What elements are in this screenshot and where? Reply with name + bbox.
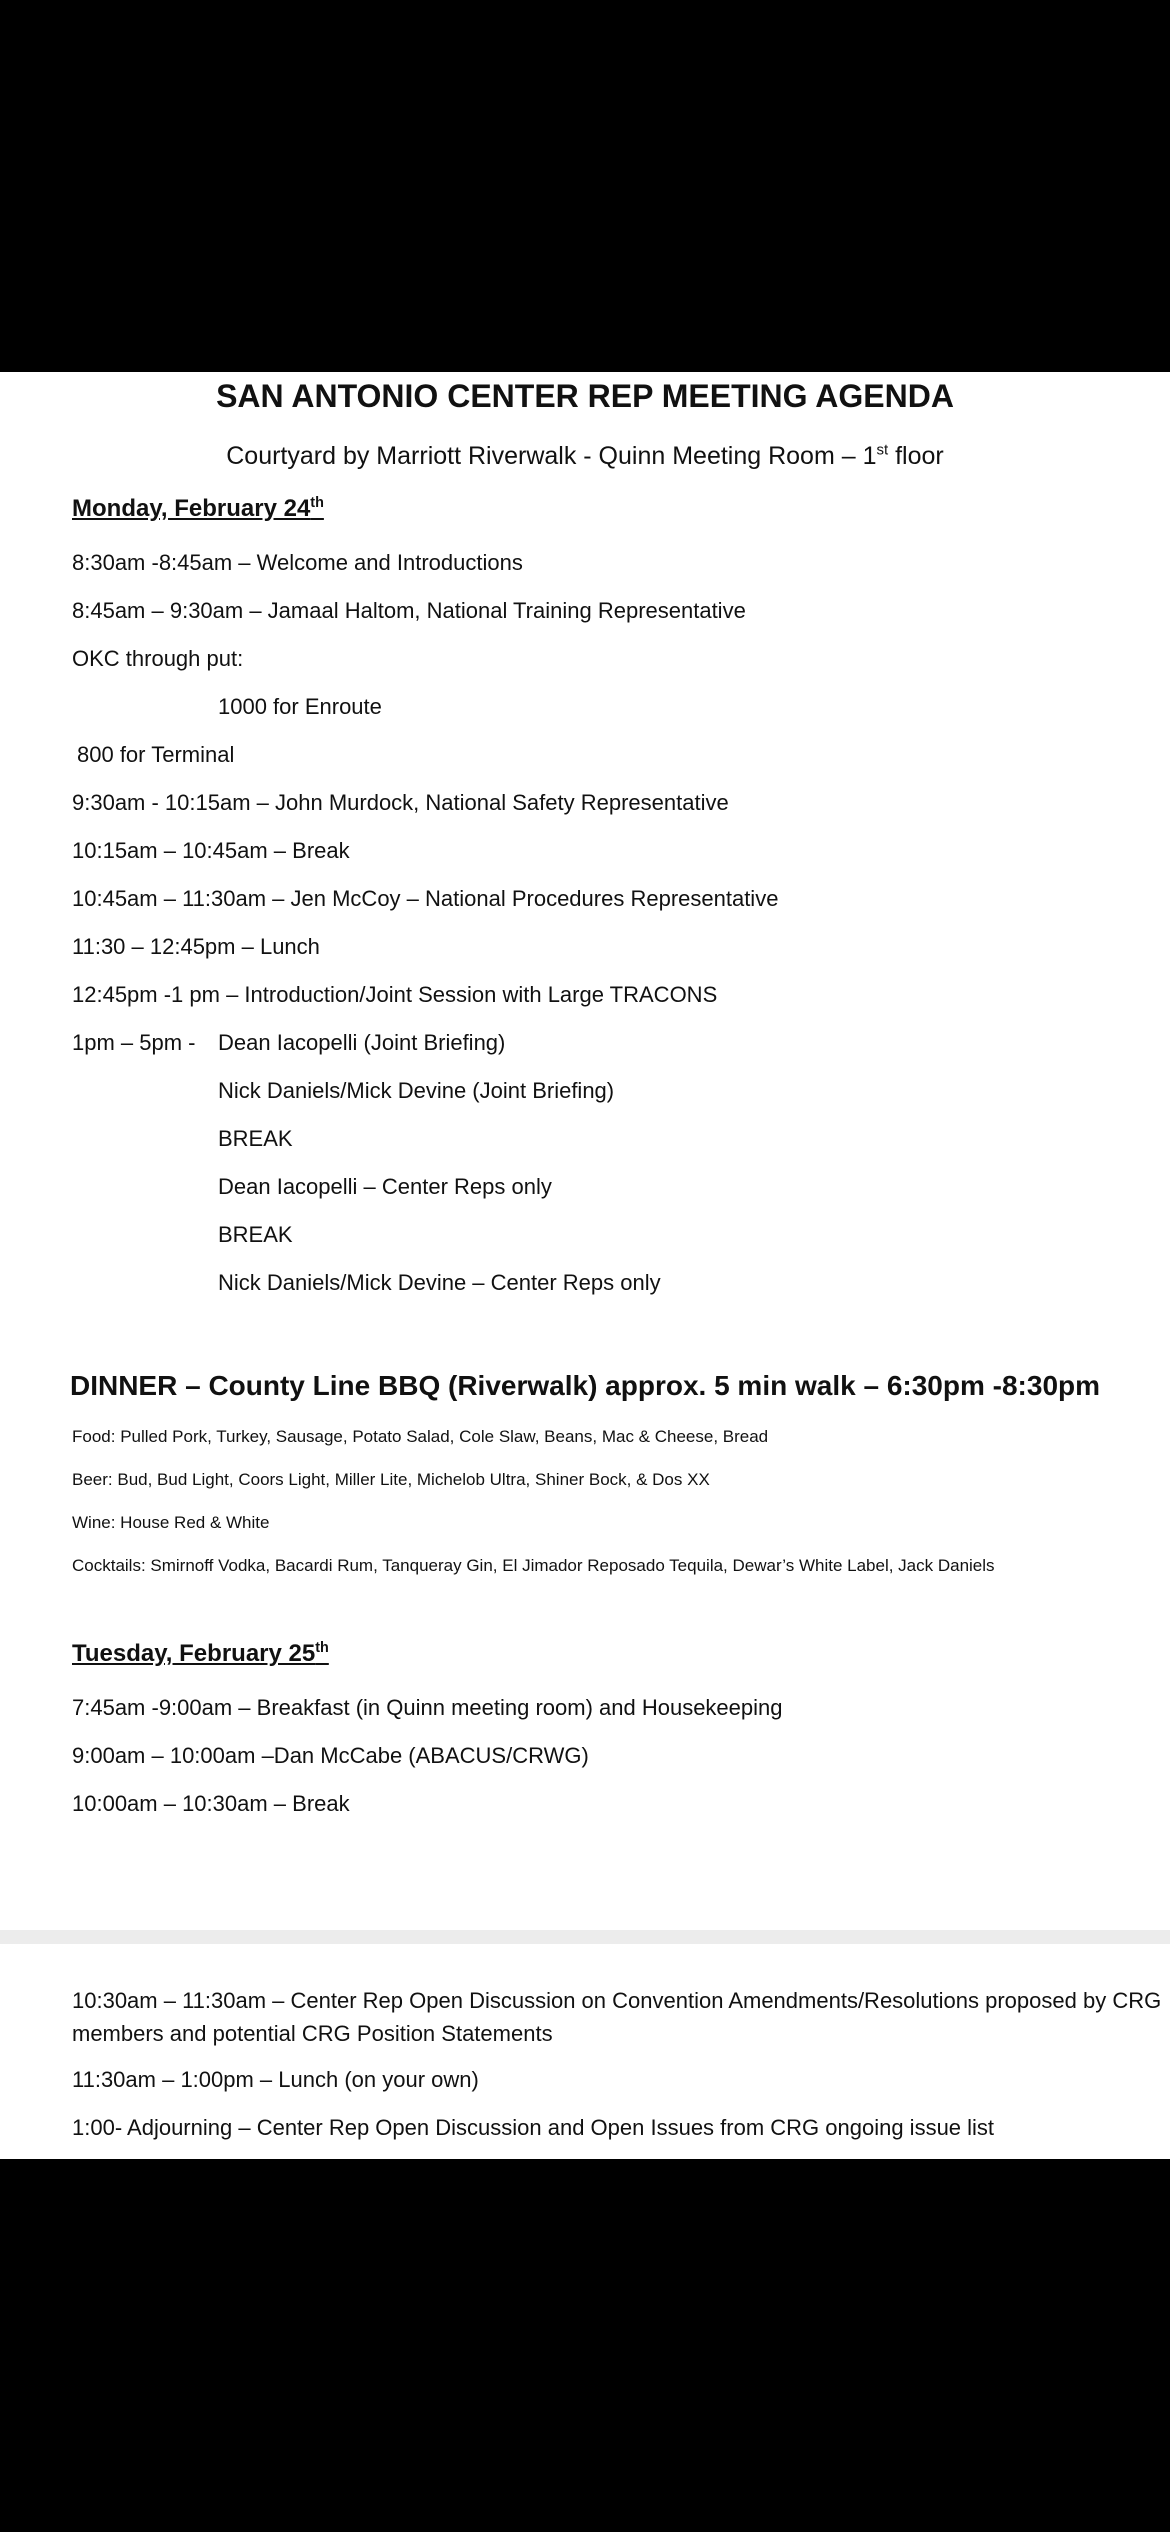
agenda-item: 7:45am -9:00am – Breakfast (in Quinn meeting room) and Housekeeping xyxy=(72,1695,783,1720)
afternoon-item: BREAK xyxy=(218,1126,293,1151)
agenda-item: 1000 for Enroute xyxy=(218,694,382,719)
dinner-cocktails: Cocktails: Smirnoff Vodka, Bacardi Rum, Tanqueray Gin, El Jimador Reposado Tequila, Dewar’s White Label, Jack Daniels xyxy=(72,1556,995,1575)
afternoon-time: 1pm – 5pm - xyxy=(72,1030,196,1055)
agenda-page-2 xyxy=(0,1944,1170,2159)
agenda-item: 8:45am – 9:30am – Jamaal Haltom, National Training Representative xyxy=(72,598,746,623)
dinner-heading: DINNER – County Line BBQ (Riverwalk) approx. 5 min walk – 6:30pm -8:30pm xyxy=(69,1370,1101,1401)
tuesday-heading-text: Tuesday, February 25 xyxy=(72,1640,316,1667)
agenda-item: 10:15am – 10:45am – Break xyxy=(72,838,350,863)
dinner-food: Food: Pulled Pork, Turkey, Sausage, Potato Salad, Cole Slaw, Beans, Mac & Cheese, Bread xyxy=(72,1427,769,1446)
agenda-item: 11:30 – 12:45pm – Lunch xyxy=(72,934,320,959)
page-title: SAN ANTONIO CENTER REP MEETING AGENDA xyxy=(216,378,954,414)
tuesday-heading-sup: th xyxy=(315,1640,329,1656)
afternoon-item: Nick Daniels/Mick Devine – Center Reps only xyxy=(218,1270,661,1295)
monday-heading-sup: th xyxy=(310,495,324,511)
monday-heading-text: Monday, February 24 xyxy=(72,495,311,522)
agenda-item: 11:30am – 1:00pm – Lunch (on your own) xyxy=(72,2067,479,2092)
afternoon-item: Dean Iacopelli – Center Reps only xyxy=(218,1174,552,1199)
agenda-item: 1:00- Adjourning – Center Rep Open Discussion and Open Issues from CRG ongoing issue list xyxy=(72,2115,995,2140)
agenda-item: 800 for Terminal xyxy=(77,742,235,767)
afternoon-item: BREAK xyxy=(218,1222,293,1247)
afternoon-item: Dean Iacopelli (Joint Briefing) xyxy=(218,1030,506,1055)
tuesday-heading xyxy=(72,1639,329,1669)
agenda-item: 10:00am – 10:30am – Break xyxy=(72,1791,350,1816)
venue-subtitle xyxy=(0,440,1170,472)
agenda-item: 12:45pm -1 pm – Introduction/Joint Session with Large TRACONS xyxy=(72,982,718,1007)
venue-floor-sup: st xyxy=(876,441,889,459)
afternoon-item: Nick Daniels/Mick Devine (Joint Briefing) xyxy=(218,1078,615,1103)
agenda-item: 9:30am - 10:15am – John Murdock, National Safety Representative xyxy=(72,790,729,815)
agenda-item: 9:00am – 10:00am –Dan McCabe (ABACUS/CRWG) xyxy=(72,1743,589,1768)
agenda-item: 10:45am – 11:30am – Jen McCoy – National Procedures Representative xyxy=(72,886,779,911)
agenda-item: OKC through put: xyxy=(72,646,244,671)
agenda-item: 8:30am -8:45am – Welcome and Introductions xyxy=(72,550,523,575)
venue-floor-suffix: floor xyxy=(888,442,944,470)
page-break xyxy=(0,1930,1170,1944)
dinner-beer: Beer: Bud, Bud Light, Coors Light, Miller Lite, Michelob Ultra, Shiner Bock, & Dos XX xyxy=(72,1470,710,1489)
agenda-item: 10:30am – 11:30am – Center Rep Open Discussion on Convention Amendments/Resolutions proposed by CRG members and potential CRG Position Statements xyxy=(72,1988,1162,2046)
monday-heading xyxy=(72,494,324,524)
venue-text: Courtyard by Marriott Riverwalk - Quinn Meeting Room – 1 xyxy=(226,442,877,470)
agenda-page-1 xyxy=(0,372,1170,1930)
dinner-wine: Wine: House Red & White xyxy=(72,1513,270,1532)
